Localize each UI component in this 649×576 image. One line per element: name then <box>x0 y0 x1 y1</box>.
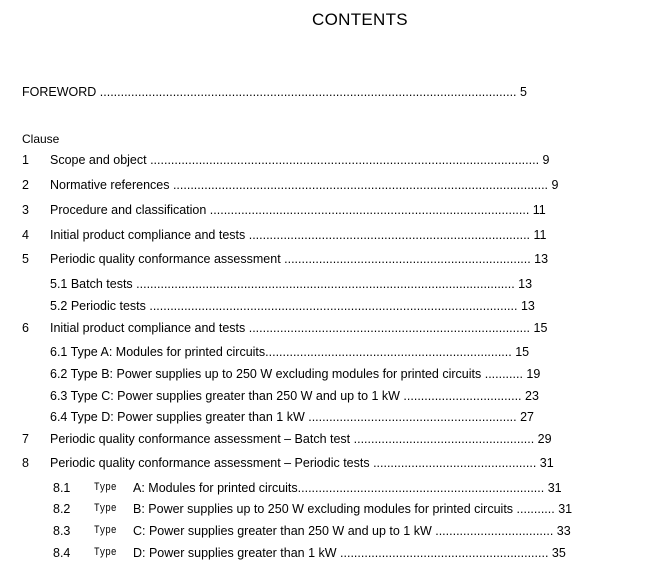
toc-subentry[interactable]: 6.3 Type C: Power supplies greater than 250 W and up to 1 kW .................................. 23 <box>50 389 539 403</box>
toc-entry-number: 8 <box>22 456 29 470</box>
toc-subentry-number: 8.4 <box>53 546 71 560</box>
toc-subentry[interactable]: D: Power supplies greater than 1 kW ............................................................ 35 <box>133 546 566 560</box>
toc-subentry-number: 8.1 <box>53 481 71 495</box>
toc-entry[interactable]: Scope and object ................................................................................................................ 9 <box>50 153 550 167</box>
toc-entry[interactable]: Periodic quality conformance assessment ....................................................................... 13 <box>50 252 549 266</box>
toc-entry-number: 7 <box>22 432 29 446</box>
toc-entry[interactable]: Procedure and classification ............................................................................................ 11 <box>50 203 546 217</box>
toc-entry-number: 5 <box>22 252 29 266</box>
toc-subentry[interactable]: B: Power supplies up to 250 W excluding modules for printed circuits ........... 31 <box>133 502 573 516</box>
toc-entry-number: 1 <box>22 153 29 167</box>
toc-entry-number: 3 <box>22 203 29 217</box>
toc-entry-number: 4 <box>22 228 29 242</box>
toc-type-label: Type <box>94 482 117 494</box>
toc-subentry[interactable]: 6.4 Type D: Power supplies greater than 1 kW ............................................................ 27 <box>50 410 534 424</box>
toc-subentry[interactable]: 5.1 Batch tests ............................................................................................................. 13 <box>50 277 533 291</box>
toc-entry[interactable]: Periodic quality conformance assessment – Periodic tests ............................................... 31 <box>50 456 554 470</box>
toc-type-label: Type <box>94 503 117 515</box>
toc-entry[interactable]: Initial product compliance and tests ................................................................................. 15 <box>50 321 548 335</box>
toc-subentry[interactable]: A: Modules for printed circuits....................................................................... 31 <box>133 481 562 495</box>
clause-label: Clause <box>22 132 60 146</box>
toc-entry-number: 2 <box>22 178 29 192</box>
toc-subentry[interactable]: 5.2 Periodic tests .......................................................................................................... 13 <box>50 299 535 313</box>
toc-type-label: Type <box>94 525 117 537</box>
toc-subentry-number: 8.3 <box>53 524 71 538</box>
toc-subentry[interactable]: 6.1 Type A: Modules for printed circuits....................................................................... 15 <box>50 345 530 359</box>
toc-foreword[interactable]: FOREWORD ........................................................................................................................ 5 <box>22 85 527 99</box>
toc-subentry[interactable]: 6.2 Type B: Power supplies up to 250 W excluding modules for printed circuits ........... 19 <box>50 367 541 381</box>
page-title: CONTENTS <box>312 10 408 29</box>
toc-type-label: Type <box>94 547 117 559</box>
toc-entry[interactable]: Periodic quality conformance assessment – Batch test .................................................... 29 <box>50 432 552 446</box>
toc-subentry[interactable]: C: Power supplies greater than 250 W and up to 1 kW .................................. 33 <box>133 524 571 538</box>
toc-entry[interactable]: Normative references ............................................................................................................ 9 <box>50 178 559 192</box>
toc-subentry-number: 8.2 <box>53 502 71 516</box>
toc-entry-number: 6 <box>22 321 29 335</box>
toc-entry[interactable]: Initial product compliance and tests ................................................................................. 11 <box>50 228 547 242</box>
